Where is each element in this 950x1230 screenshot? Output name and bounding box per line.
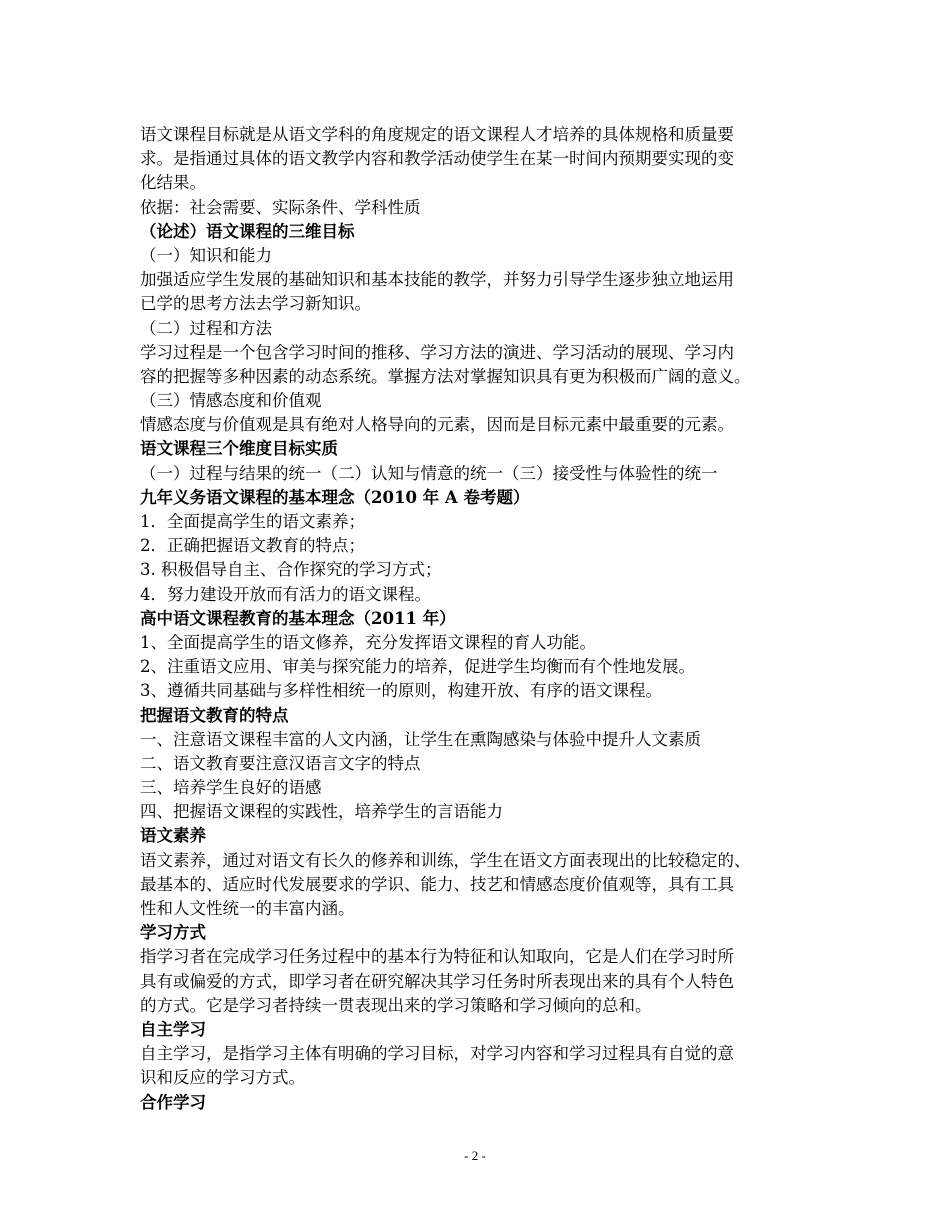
text-line: 依据：社会需要、实际条件、学科性质 bbox=[140, 197, 421, 217]
document-body bbox=[140, 123, 812, 1115]
text-line: 语文素养，通过对语文有长久的修养和训练，学生在语文方面表现出的比较稳定的、 bbox=[140, 850, 751, 870]
text-line: 1．全面提高学生的语文素养； bbox=[140, 512, 365, 531]
text-line: 3. 积极倡导自主、合作探究的学习方式； bbox=[140, 560, 442, 580]
section-heading: 合作学习 bbox=[140, 1092, 206, 1112]
text-line: 4．努力建设开放而有活力的语文课程。 bbox=[140, 584, 431, 604]
text-line: 求。是指通过具体的语文教学内容和教学活动使学生在某一时间内预期要实现的变 bbox=[140, 149, 734, 169]
text-line: 性和人文性统一的丰富内涵。 bbox=[140, 899, 355, 918]
text-line: 3、遵循共同基础与多样性相统一的原则，构建开放、有序的语文课程。 bbox=[140, 681, 662, 701]
text-line: 四、把握语文课程的实践性，培养学生的言语能力 bbox=[140, 802, 503, 822]
section-heading: 学习方式 bbox=[140, 923, 206, 943]
text-line: 学习过程是一个包含学习时间的推移、学习方法的演进、学习活动的展现、学习内 bbox=[140, 342, 734, 362]
text-line: 二、语文教育要注意汉语言文字的特点 bbox=[140, 753, 421, 773]
text-line: 2、注重语文应用、审美与探究能力的培养，促进学生均衡而有个性地发展。 bbox=[140, 657, 695, 677]
section-heading: 语文素养 bbox=[140, 826, 206, 846]
text-line: （三）情感态度和价值观 bbox=[140, 391, 322, 411]
text-line: 2．正确把握语文教育的特点； bbox=[140, 536, 365, 556]
text-line: 自主学习，是指学习主体有明确的学习目标，对学习内容和学习过程具有自觉的意 bbox=[140, 1044, 734, 1064]
section-heading: （论述）语文课程的三维目标 bbox=[140, 221, 355, 241]
text-line: （二）过程和方法 bbox=[140, 318, 272, 338]
section-heading: 语文课程三个维度目标实质 bbox=[140, 439, 338, 459]
text-line: 化结果。 bbox=[140, 173, 206, 193]
text-line: 容的把握等多种因素的动态系统。掌握方法对掌握知识具有更为积极而广阔的意义。 bbox=[140, 366, 751, 386]
section-heading: 把握语文教育的特点 bbox=[140, 705, 289, 725]
text-line: 指学习者在完成学习任务过程中的基本行为特征和认知取向，它是人们在学习时所 bbox=[140, 947, 734, 967]
text-line: 具有或偏爱的方式，即学习者在研究解决其学习任务时所表现出来的具有个人特色 bbox=[140, 971, 734, 991]
page-number: - 2 - bbox=[464, 1148, 486, 1163]
text-line: 语文课程目标就是从语文学科的角度规定的语文课程人才培养的具体规格和质量要 bbox=[140, 125, 734, 144]
text-line: 加强适应学生发展的基础知识和基本技能的教学，并努力引导学生逐步独立地运用 bbox=[140, 270, 734, 290]
section-heading: 九年义务语文课程的基本理念（2010 年 A 卷考题） bbox=[140, 487, 530, 507]
text-line: 情感态度与价值观是具有绝对人格导向的元素，因而是目标元素中最重要的元素。 bbox=[140, 415, 734, 435]
section-heading: 自主学习 bbox=[140, 1019, 206, 1039]
text-line: 识和反应的学习方式。 bbox=[140, 1068, 305, 1088]
text-line: 已学的思考方法去学习新知识。 bbox=[140, 294, 371, 314]
text-line: 1、全面提高学生的语文修养，充分发挥语文课程的育人功能。 bbox=[140, 632, 596, 652]
text-line: 三、培养学生良好的语感 bbox=[140, 778, 322, 798]
text-line: （一）知识和能力 bbox=[140, 245, 272, 265]
text-line: （一）过程与结果的统一（二）认知与情意的统一（三）接受性与体验性的统一 bbox=[140, 463, 718, 483]
text-line: 一、注意语文课程丰富的人文内涵，让学生在熏陶感染与体验中提升人文素质 bbox=[140, 729, 701, 749]
text-line: 的方式。它是学习者持续一贯表现出来的学习策略和学习倾向的总和。 bbox=[140, 995, 652, 1015]
text-line: 最基本的、适应时代发展要求的学识、能力、技艺和情感态度价值观等，具有工具 bbox=[140, 874, 734, 894]
section-heading: 高中语文课程教育的基本理念（2011 年） bbox=[140, 608, 456, 628]
